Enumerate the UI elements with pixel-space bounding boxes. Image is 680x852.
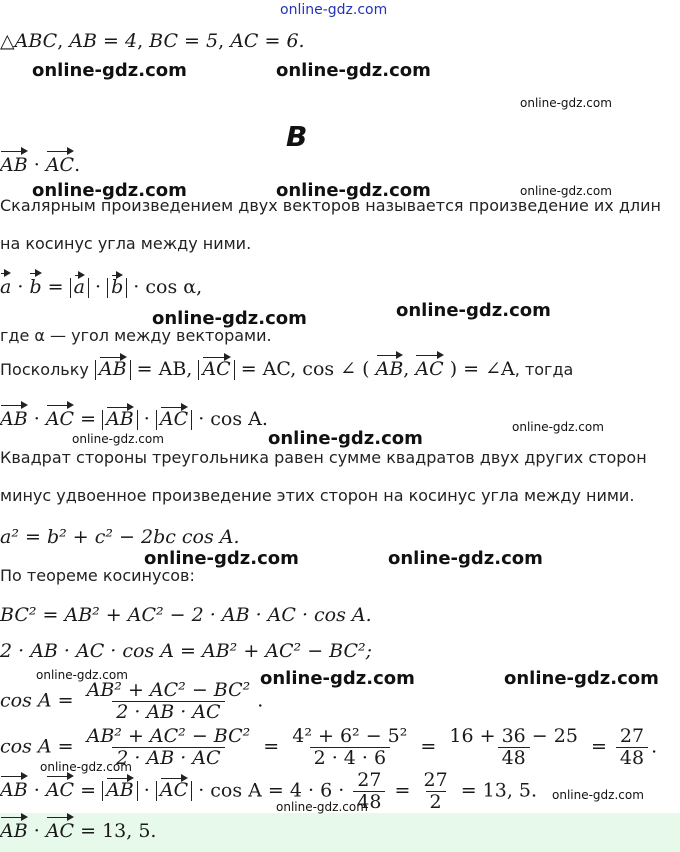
watermark: online-gdz.com	[40, 760, 132, 774]
given-bc: BC = 5	[149, 30, 219, 52]
watermark: online-gdz.com	[152, 308, 307, 329]
watermark: online-gdz.com	[388, 548, 543, 569]
since-line: Поскольку AB = AB, AC = AC, cos ∠ ( AB, AC ) = ∠A, тогда	[0, 358, 574, 380]
final-calc-formula: AB · AC = AB · AC · cos A = 4 · 6 · $\frac{27}{48}$ = $\frac{27}{2}$ = 13, 5.	[0, 769, 538, 813]
watermark: online-gdz.com	[260, 668, 415, 689]
watermark: online-gdz.com	[144, 548, 299, 569]
cosA-value-formula: cos A = $\frac{\text{AB² + AC² − BC²}}{2 \cdot AB \cdot AC}$ = $\frac{\text{4² + 6² − 5²}}{2 \cdot 4 \cdot 6}$ = $\frac{16 + 36 - 25}{48}$ = $\frac{27}{48}$ .	[0, 725, 658, 769]
law-text-2: минус удвоенное произведение этих сторон на косинус угла между ними.	[0, 486, 635, 505]
watermark: online-gdz.com	[32, 180, 187, 201]
law-formula: a² = b² + c² − 2bc cos A.	[0, 526, 240, 548]
watermark: online-gdz.com	[32, 60, 187, 81]
watermark: online-gdz.com	[552, 788, 644, 802]
watermark: online-gdz.com	[276, 60, 431, 81]
answer-formula: AB · AC = 13, 5.	[0, 820, 157, 842]
given-triangle: △ABC	[0, 30, 58, 52]
watermark: online-gdz.com	[504, 668, 659, 689]
watermark: online-gdz.com	[36, 668, 128, 682]
by-law-text: По теореме косинусов:	[0, 566, 195, 585]
given-ac: AC = 6.	[230, 30, 305, 52]
given-ab: AB = 4	[69, 30, 138, 52]
definition-text-1: Скалярным произведением двух векторов называется произведение их длин	[0, 196, 661, 215]
watermark: online-gdz.com	[512, 420, 604, 434]
law-text-1: Квадрат стороны треугольника равен сумме квадратов двух других сторон	[0, 448, 647, 467]
watermark: online-gdz.com	[276, 800, 368, 814]
watermark: online-gdz.com	[72, 432, 164, 446]
section-letter: B	[286, 120, 308, 153]
watermark: online-gdz.com	[268, 428, 423, 449]
watermark: online-gdz.com	[280, 2, 388, 18]
twice-formula: 2 · AB · AC · cos A = AB² + AC² − BC²;	[0, 640, 373, 662]
given-line: △ABC, AB = 4, BC = 5, AC = 6.	[0, 30, 305, 52]
dot-product-formula: a · b = a · b · cos α,	[0, 276, 203, 298]
where-alpha-text: где α — угол между векторами.	[0, 326, 272, 345]
watermark: online-gdz.com	[520, 96, 612, 110]
cosA-formula: cos A = $\frac{\text{AB² + AC² − BC²}}{2 \cdot AB \cdot AC}$ .	[0, 679, 264, 723]
watermark: online-gdz.com	[520, 184, 612, 198]
ab-ac-cos-formula: AB · AC = AB · AC · cos A.	[0, 408, 268, 430]
definition-text-2: на косинус угла между ними.	[0, 234, 252, 253]
watermark: online-gdz.com	[276, 180, 431, 201]
watermark: online-gdz.com	[396, 300, 551, 321]
bc2-formula: BC² = AB² + AC² − 2 · AB · AC · cos A.	[0, 604, 372, 626]
task-line: AB · AC.	[0, 154, 81, 176]
